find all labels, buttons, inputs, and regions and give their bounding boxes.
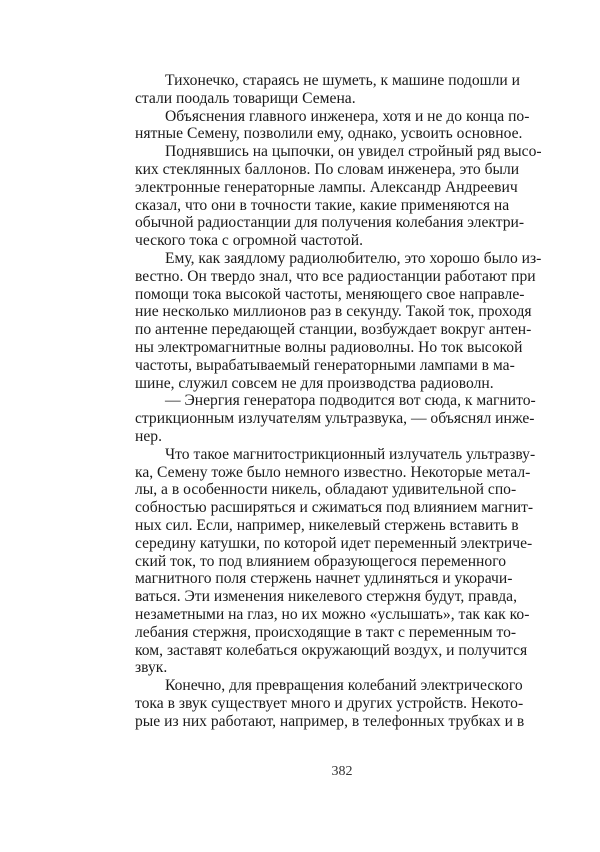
text-line: магнитного поля стержень начнет удлиняться и укорачи- [135, 570, 513, 588]
text-line: ких стеклянных баллонов. По словам инженера, это были [135, 160, 520, 178]
page-number: 382 [331, 764, 353, 779]
text-line: ны электромагнитные волны радиоволны. Но ток высокой [135, 338, 523, 356]
text-line: по антенне передающей станции, возбуждает вокруг антен- [135, 321, 532, 339]
text-line: лебания стержня, происходящие в такт с переменным то- [135, 623, 517, 641]
text-line: сказал, что они в точности такие, какие применяются на [135, 196, 510, 214]
text-line: стали поодаль товарищи Семена. [135, 89, 356, 107]
text-line: ных сил. Если, например, никелевый стержень вставить в [135, 516, 519, 534]
text-line: ка, Семену тоже было немного известно. Некоторые метал- [135, 463, 531, 481]
text-line: частоты, вырабатываемый генераторными лампами в ма- [135, 356, 515, 374]
text-line: ние несколько миллионов раз в секунду. Такой ток, проходя [135, 303, 532, 321]
text-line: рые из них работают, например, в телефонных трубках и в [135, 712, 525, 730]
text-line: нятные Семену, позволили ему, однако, усвоить основное. [135, 125, 523, 143]
paragraph-first-line: Ему, как заядлому радиолюбителю, это хорошо было из- [165, 249, 542, 267]
paragraph-first-line: Тихонечко, стараясь не шуметь, к машине подошли и [165, 72, 521, 89]
text-line: вестно. Он твердо знал, что все радиостанции работают при [135, 267, 536, 285]
paragraph-first-line: Конечно, для превращения колебаний электрического [165, 677, 523, 695]
text-line: тока в звук существует много и других устройств. Некото- [135, 694, 524, 712]
text-line: лы, а в особенности никель, обладают удивительной спо- [135, 481, 517, 499]
text-line: незаметными на глаз, но их можно «услышать», так как ко- [135, 605, 530, 623]
text-line: стрикционным излучателям ультразвука, — объяснял инже- [135, 410, 535, 428]
text-line: ком, заставят колебаться окружающий воздух, и получится [135, 641, 528, 659]
text-line: электронные генераторные лампы. Александр Андреевич [135, 178, 518, 196]
paragraph-first-line: — Энергия генератора подводится вот сюда, к магнито- [165, 392, 536, 410]
page-body-text [135, 72, 542, 730]
text-line: ческого тока с огромной частотой. [135, 232, 364, 250]
text-line: звук. [135, 659, 168, 677]
paragraph-first-line: Объяснения главного инженера, хотя и не до конца по- [165, 107, 530, 125]
text-line: ваться. Эти изменения никелевого стержня будут, правда, [135, 588, 517, 606]
text-line: обычной радиостанции для получения колебания электри- [135, 214, 525, 232]
text-line: нер. [135, 427, 162, 445]
text-line: середину катушки, по которой идет переменный электриче- [135, 534, 533, 552]
paragraph-first-line: Поднявшись на цыпочки, он увидел стройный ряд высо- [165, 143, 542, 161]
text-line: помощи тока высокой частоты, меняющего свое направле- [135, 285, 525, 303]
text-line: собностью расширяться и сжиматься под влиянием магнит- [135, 499, 534, 517]
text-line: шине, служил совсем не для производства радиоволн. [135, 374, 494, 392]
paragraph-first-line: Что такое магнитострикционный излучатель ультразву- [165, 445, 536, 463]
text-line: ский ток, то под влиянием образующегося переменного [135, 552, 506, 570]
